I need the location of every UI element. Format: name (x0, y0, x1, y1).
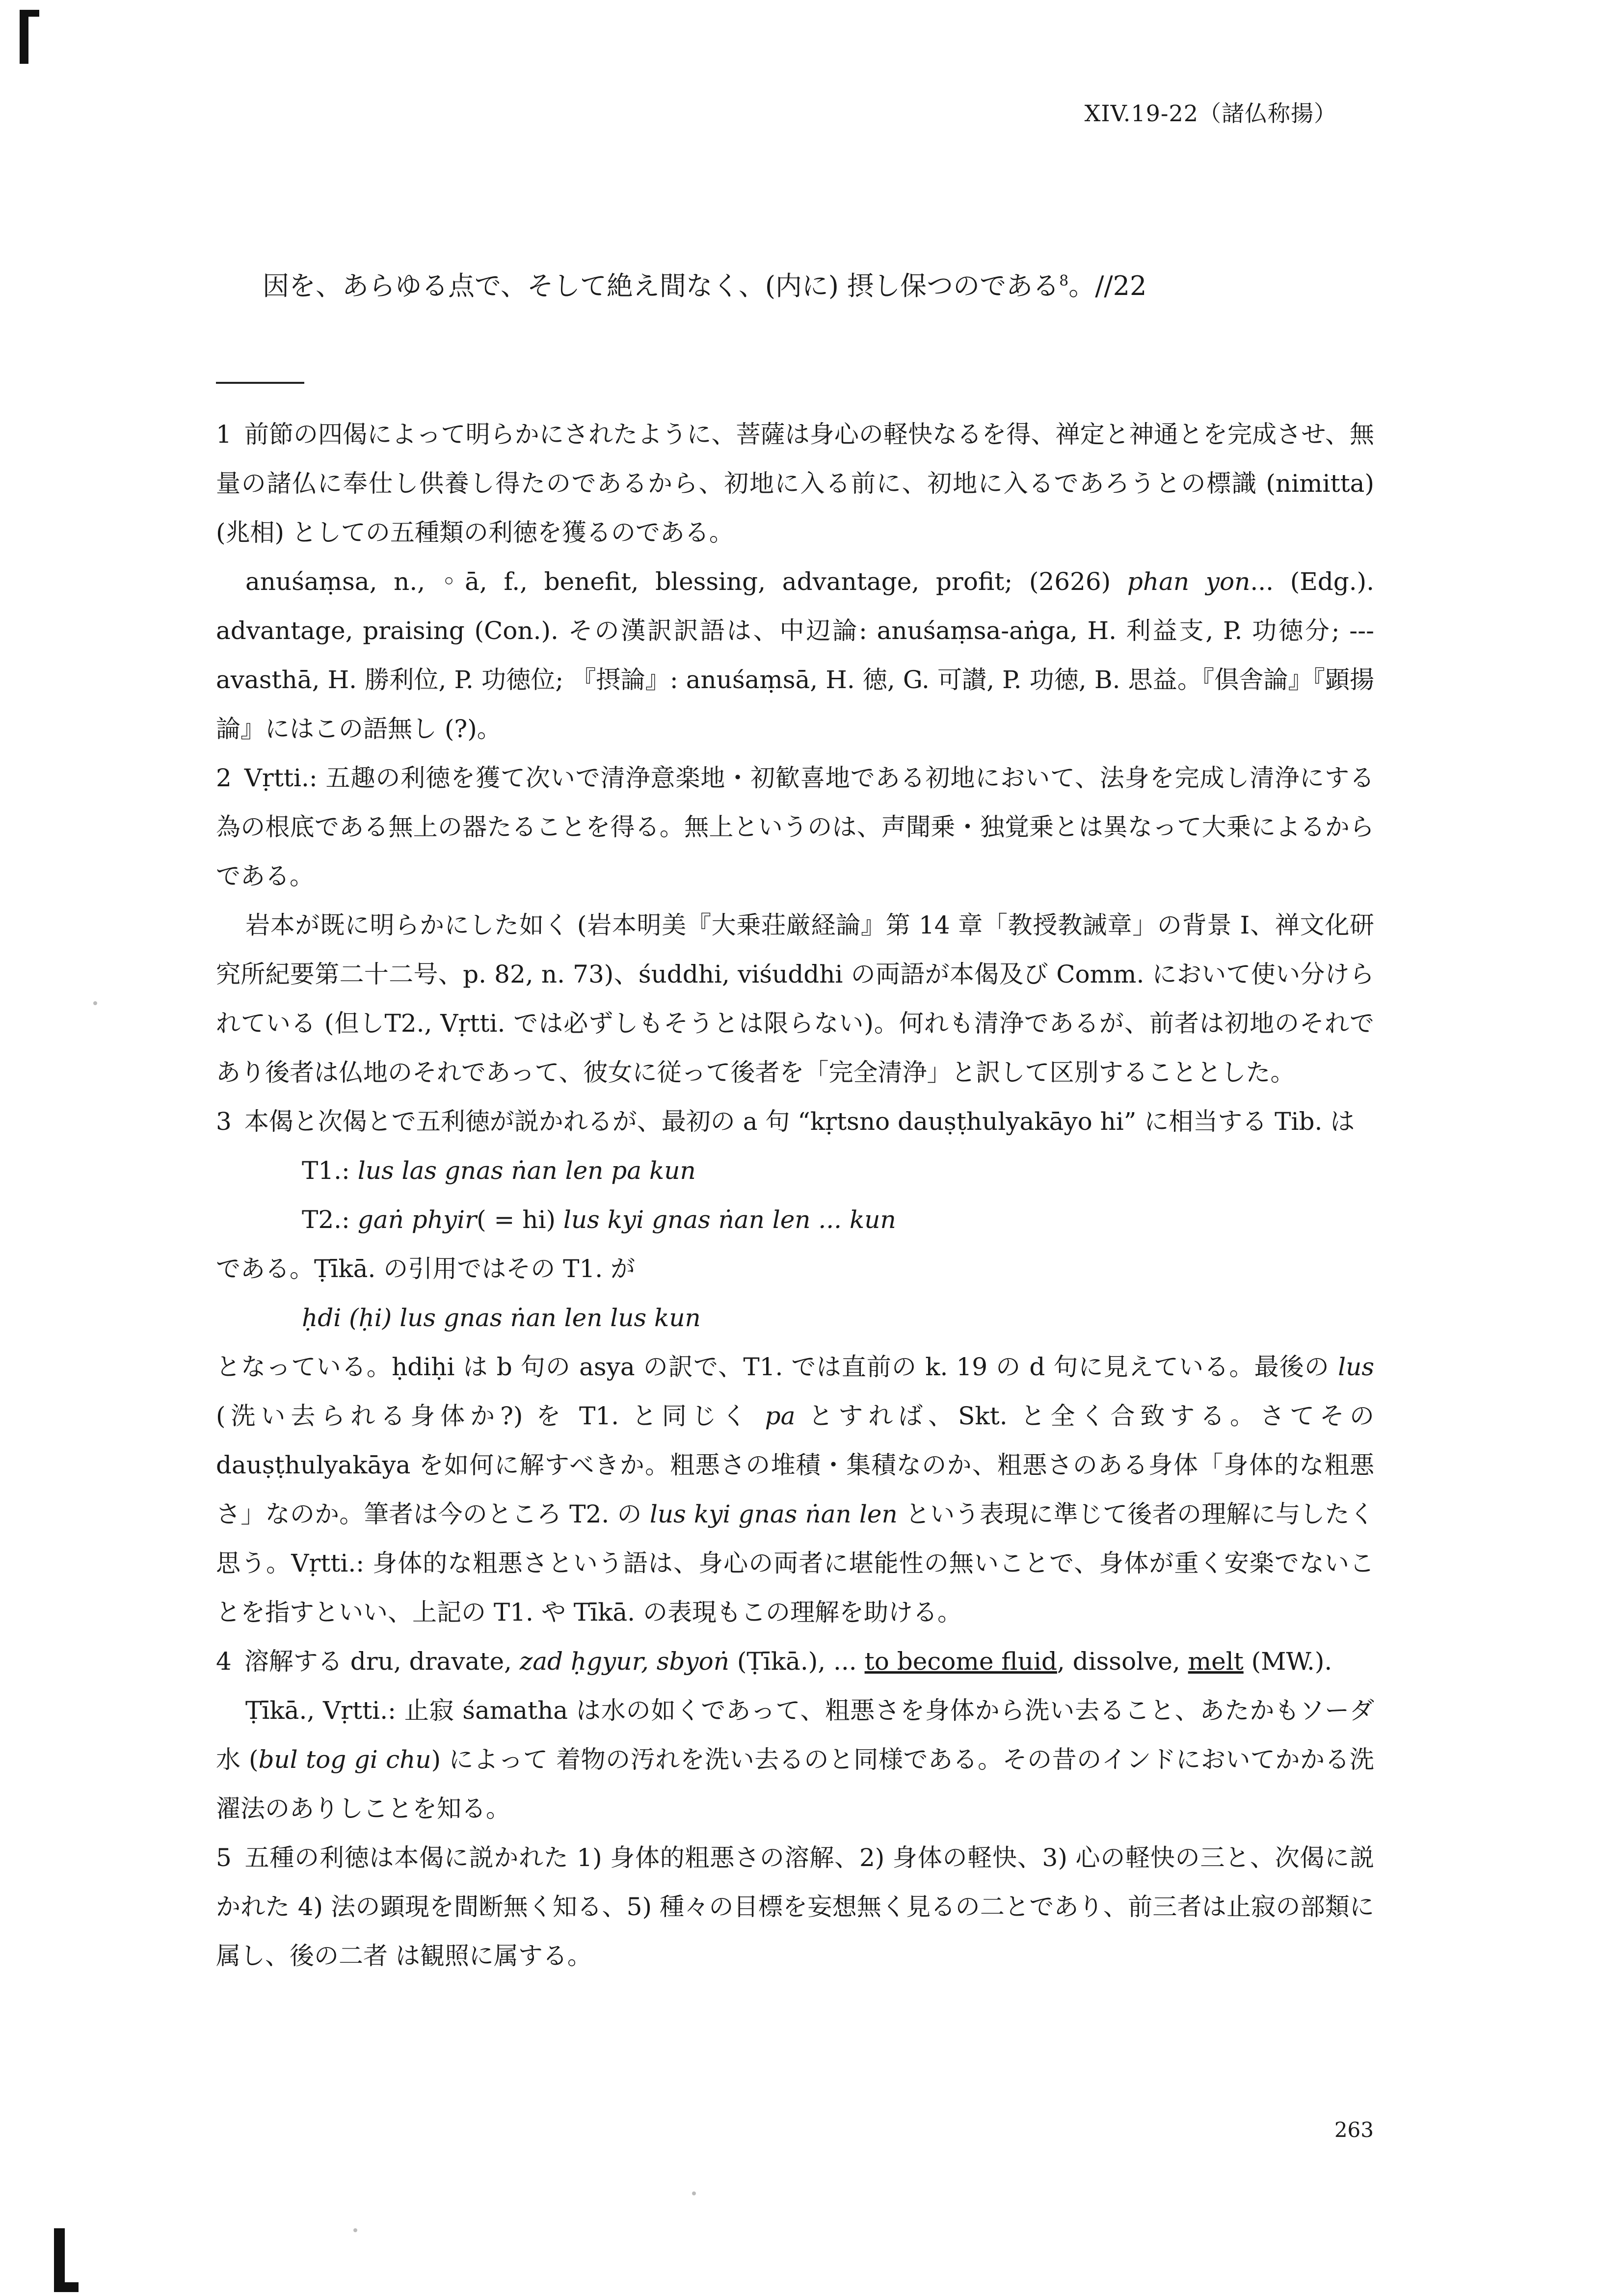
note-4-d: (MW.). (1243, 1647, 1332, 1676)
note-5-text: 五種の利徳は本偈に説かれた 1) 身体的粗悪さの溶解、2) 身体の軽快、3) 心の軽快の三と、次偈に説かれた 4) 法の顕現を間断無く知る、5) 種々の目標を妄想無く見るの二とであり、前三者は止寂の部類に属し、後の二者 は観照に属する。 (216, 1843, 1374, 1970)
note-3-tika-line: である。Ṭīkā. の引用ではその T1. が (216, 1255, 636, 1283)
tibetan-soda-water: bul tog gi chu (258, 1745, 431, 1774)
note-4-a: 溶解する dru, dravate, (244, 1647, 520, 1676)
note-5 (216, 1833, 1374, 1980)
note-3-intro: 本偈と次偈とで五利徳が説かれるが、最初の a 句 “kṛtsno dauṣṭhulyakāyo hi” に相当する Tib. は (244, 1107, 1355, 1136)
t2-tibetan-b: lus kyi gnas ṅan len ... kun (563, 1205, 896, 1234)
scan-corner-mark-top (20, 10, 28, 64)
note-1-text: 前節の四偈によって明らかにされたように、菩薩は身心の軽快なるを得、禅定と神通とを完成させ、無量の諸仏に奉仕し供養し得たのであるから、初地に入る前に、初地に入るであろうとの標識 (nimitta) (兆相) としての五種類の利徳を獲るのである。 (216, 420, 1374, 547)
underlined-gloss-2: melt (1188, 1647, 1244, 1676)
tibetan-term: phan yon (1127, 567, 1251, 596)
main-text: 因を、あらゆる点で、そして絶え間なく、(内に) 摂し保つのである (263, 270, 1060, 301)
scan-speck (353, 2228, 357, 2232)
running-header: XIV.19-22（諸仏称揚） (1084, 100, 1337, 127)
note-3 (216, 1097, 1374, 1146)
note-4-b: (Ṭīkā.), ... (729, 1647, 865, 1676)
note-3-rest (216, 1342, 1374, 1637)
note-3-rest-b: (洗い去られる身体か?) を T1. と同じく (216, 1402, 765, 1430)
t2-gloss: ( = hi) (477, 1205, 563, 1234)
t1-label: T1.: (302, 1156, 358, 1185)
note-number: 1 (216, 420, 232, 449)
t1-tibetan: lus las gnas ṅan len pa kun (357, 1156, 696, 1185)
tibetan-phrase: lus kyi gnas ṅan len (649, 1500, 898, 1528)
note-3-rest-c: とすれば、Skt. と全く合致する。さてその dauṣṭhulyakāya を如何に解すべきか。粗悪さの堆積・集積なのか、粗悪さのある身体「身体的な粗悪さ」なのか。筆者は今のところ T2. の (216, 1402, 1374, 1528)
underlined-gloss-1: to become fluid (864, 1647, 1057, 1676)
footnotes (216, 410, 1374, 1980)
footnote-ref-8: 8 (1059, 272, 1069, 290)
note-1 (216, 410, 1374, 557)
note-3-tika-tibetan (216, 1293, 1374, 1342)
note-1-p2-c: ... (Edg.). advantage, praising (Con.). その漢訳訳語は、中辺論: anuśaṃsa-aṅga, H. 利益支, P. 功徳分; ---avasthā, H. 勝利位, P. 功徳位; 『摂論』: anuśaṃsā, H. 徳, G. 可讃, P. 功徳, B. 思益。『倶舎論』『顕揚論』にはこの語無し (?)。 (216, 567, 1375, 743)
note-4-para-2 (216, 1686, 1374, 1833)
note-number: 5 (216, 1843, 232, 1872)
tibetan-lus: lus (1338, 1353, 1374, 1381)
main-text-line (263, 265, 1146, 303)
page-number: 263 (1334, 2118, 1374, 2142)
scan-speck (93, 1001, 97, 1005)
scan-speck (692, 2191, 696, 2195)
note-4 (216, 1637, 1374, 1686)
note-number: 2 (216, 764, 232, 792)
tibetan-pa: pa (765, 1402, 796, 1430)
tibetan-terms: zad ḥgyur, sbyoṅ (519, 1647, 729, 1676)
note-4-c: , dissolve, (1057, 1647, 1188, 1676)
note-3-t1-line (216, 1146, 1374, 1195)
t2-tibetan-a: gaṅ phyir (357, 1205, 477, 1234)
tika-tibetan: ḥdi (ḥi) lus gnas ṅan len lus kun (302, 1304, 701, 1332)
note-3-rest-d: という表現に準じて後者の理解に与したく思う。Vṛtti.: 身体的な粗悪さという語は、身心の両者に堪能性の無いことで、身体が重く安楽でないことを指すといい、上記の T1. や Tīkā. の表現もこの理解を助ける。 (216, 1500, 1374, 1627)
note-2-para-2: 岩本が既に明らかにした如く (岩本明美『大乗荘厳経論』第 14 章「教授教誡章」の背景 I、禅文化研究所紀要第二十二号、p. 82, n. 73)、śuddhi, viśuddhi の両語が本偈及び Comm. において使い分けられている (但しT2., Vṛtti. では必ずしもそうとは限らない)。何れも清浄であるが、前者は初地のそれであり後者は仏地のそれであって、彼女に従って後者を「完全清浄」と訳して区別することとした。 (216, 911, 1374, 1087)
note-number: 4 (216, 1647, 232, 1676)
footnote-separator (216, 382, 304, 384)
note-3-t2-line (216, 1195, 1374, 1244)
verse-end-marker: 。//22 (1068, 270, 1147, 301)
note-4-p2-b: ) によって 着物の汚れを洗い去るのと同様である。その昔のインドにおいてかかる洗濯法のありしことを知る。 (216, 1745, 1375, 1823)
t2-label: T2.: (302, 1205, 358, 1234)
note-3-rest-a: となっている。ḥdiḥi は b 句の asya の訳で、T1. では直前の k. 19 の d 句に見えている。最後の (216, 1353, 1338, 1381)
note-1-p2-a: anuśaṃsa, n., ◦ā, f., benefit, blessing, advantage, profit; (2626) (245, 567, 1127, 596)
note-2 (216, 753, 1374, 901)
note-4-p2-a: Ṭīkā., Vṛtti.: 止寂 śamatha は水の如くであって、粗悪さを身体から洗い去ること、あたかもソーダ水 ( (216, 1696, 1374, 1774)
note-number: 3 (216, 1107, 232, 1136)
note-1-para-2 (216, 557, 1374, 753)
note-2-text: Vṛtti.: 五趣の利徳を獲て次いで清浄意楽地・初歓喜地である初地において、法身を完成し清浄にする為の根底である無上の器たることを得る。無上というのは、声聞乗・独覚乗とは異なって大乗によるからである。 (216, 764, 1374, 890)
scan-corner-mark-top-bar (20, 10, 39, 17)
scan-corner-mark-bottom-bar (54, 2282, 79, 2292)
